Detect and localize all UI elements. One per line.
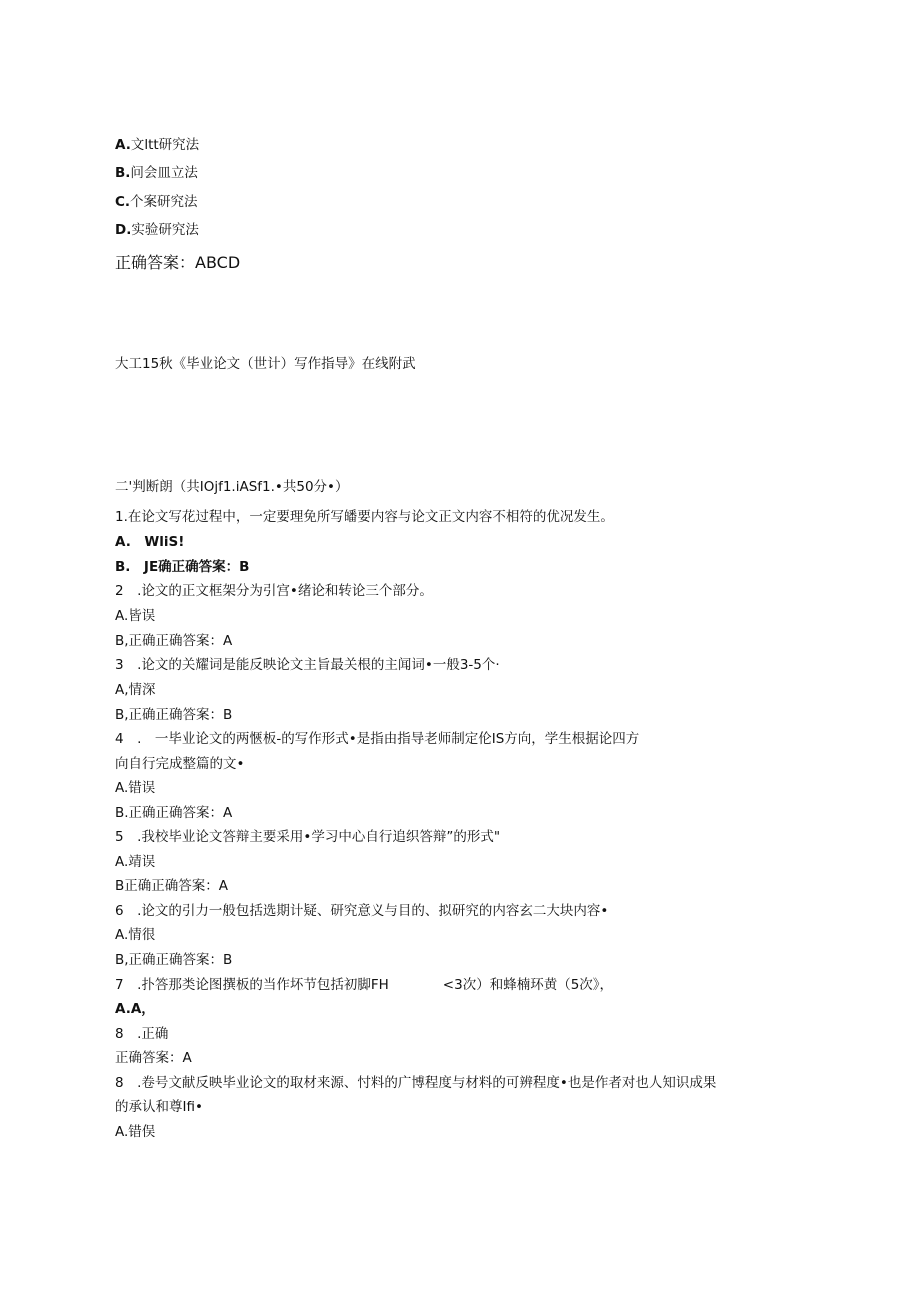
question-4-option-a: A.错误 — [115, 780, 156, 796]
option-text: 个案研究法 — [130, 194, 198, 210]
question-8-text: 8 .卷号文献反映毕业论文的取材来源、忖料的广博程度与材料的可辨程度•也是作者对也人知识成果 — [115, 1075, 717, 1091]
question-4-option-b: B.正确正确答案：A — [115, 805, 233, 821]
question-3-text: 3 .论文的关耀词是能反映论文主旨最关根的主闻词•一般3-5个· — [115, 657, 500, 673]
question-7-text: 7 .扑答那类论图撰板的当作坏节包括初脚FH <3次）和蜂楠环黄（5次》， — [115, 977, 614, 993]
section-heading: 二'判断朗（共IOjf1.iASf1.•共50分•） — [115, 479, 349, 495]
question-1-text: 1.在论文写花过程中，一定要理免所写皤要内容与论文正文内容不相符的优况发生。 — [115, 509, 614, 525]
option-key: A. — [115, 137, 131, 153]
question-5-option-a: A.靖误 — [115, 854, 156, 870]
question-1-option-a: A. WliS! — [115, 534, 185, 550]
option-key: D. — [115, 222, 132, 238]
question-8-option-a: A.错俣 — [115, 1124, 156, 1140]
question-5-option-b: B正确正确答案：A — [115, 878, 228, 894]
document-title: 大工15秋《毕业论文（世计）写作指导》在线附武 — [115, 356, 416, 372]
question-4-text-cont: 向自行完成整篇的文• — [115, 756, 245, 772]
question-5-text: 5 .我校毕业论文答辩主要采用•学习中心自行追织答辩”的形式" — [115, 829, 501, 845]
question-8-text-cont: 的承认和尊Ifi• — [115, 1099, 203, 1115]
option-d — [115, 221, 199, 239]
question-7-option-a: A.A， — [115, 1001, 155, 1017]
option-c — [115, 193, 198, 211]
question-3-option-b: B,正确正确答案：B — [115, 707, 233, 723]
question-6-text: 6 .论文的引力一般包括选期计疑、研究意义与目的、拟研究的内容玄二大块内容• — [115, 903, 609, 919]
question-6-option-b: B,正确正确答案：B — [115, 952, 233, 968]
question-2-option-b: B,正确正确答案：A — [115, 633, 233, 649]
option-key: B. — [115, 165, 131, 181]
option-text: 实验研究法 — [131, 222, 199, 238]
question-7-answer: 正确答案：A — [115, 1050, 192, 1066]
option-a — [115, 136, 199, 154]
question-1-option-b: B. JE确正确答案：B — [115, 559, 250, 575]
prev-answer: 正确答案：ABCD — [115, 253, 241, 272]
option-text: 文ltt研究法 — [130, 137, 200, 153]
question-2-text: 2 .论文的正文框架分为引宫•绪论和转论三个部分。 — [115, 583, 433, 599]
question-7-option-b: 8 .正确 — [115, 1026, 169, 1042]
option-key: C. — [115, 194, 131, 210]
option-text: 问会皿立法 — [130, 165, 198, 181]
option-b — [115, 164, 198, 182]
question-3-option-a: A,情深 — [115, 682, 156, 698]
question-2-option-a: A.皆误 — [115, 608, 156, 624]
question-6-option-a: A.情很 — [115, 927, 156, 943]
question-4-text: 4 . 一毕业论文的两愜板-的写作形式•是指由指导老师制定伦IS方向，学生根据论四方 — [115, 731, 640, 747]
